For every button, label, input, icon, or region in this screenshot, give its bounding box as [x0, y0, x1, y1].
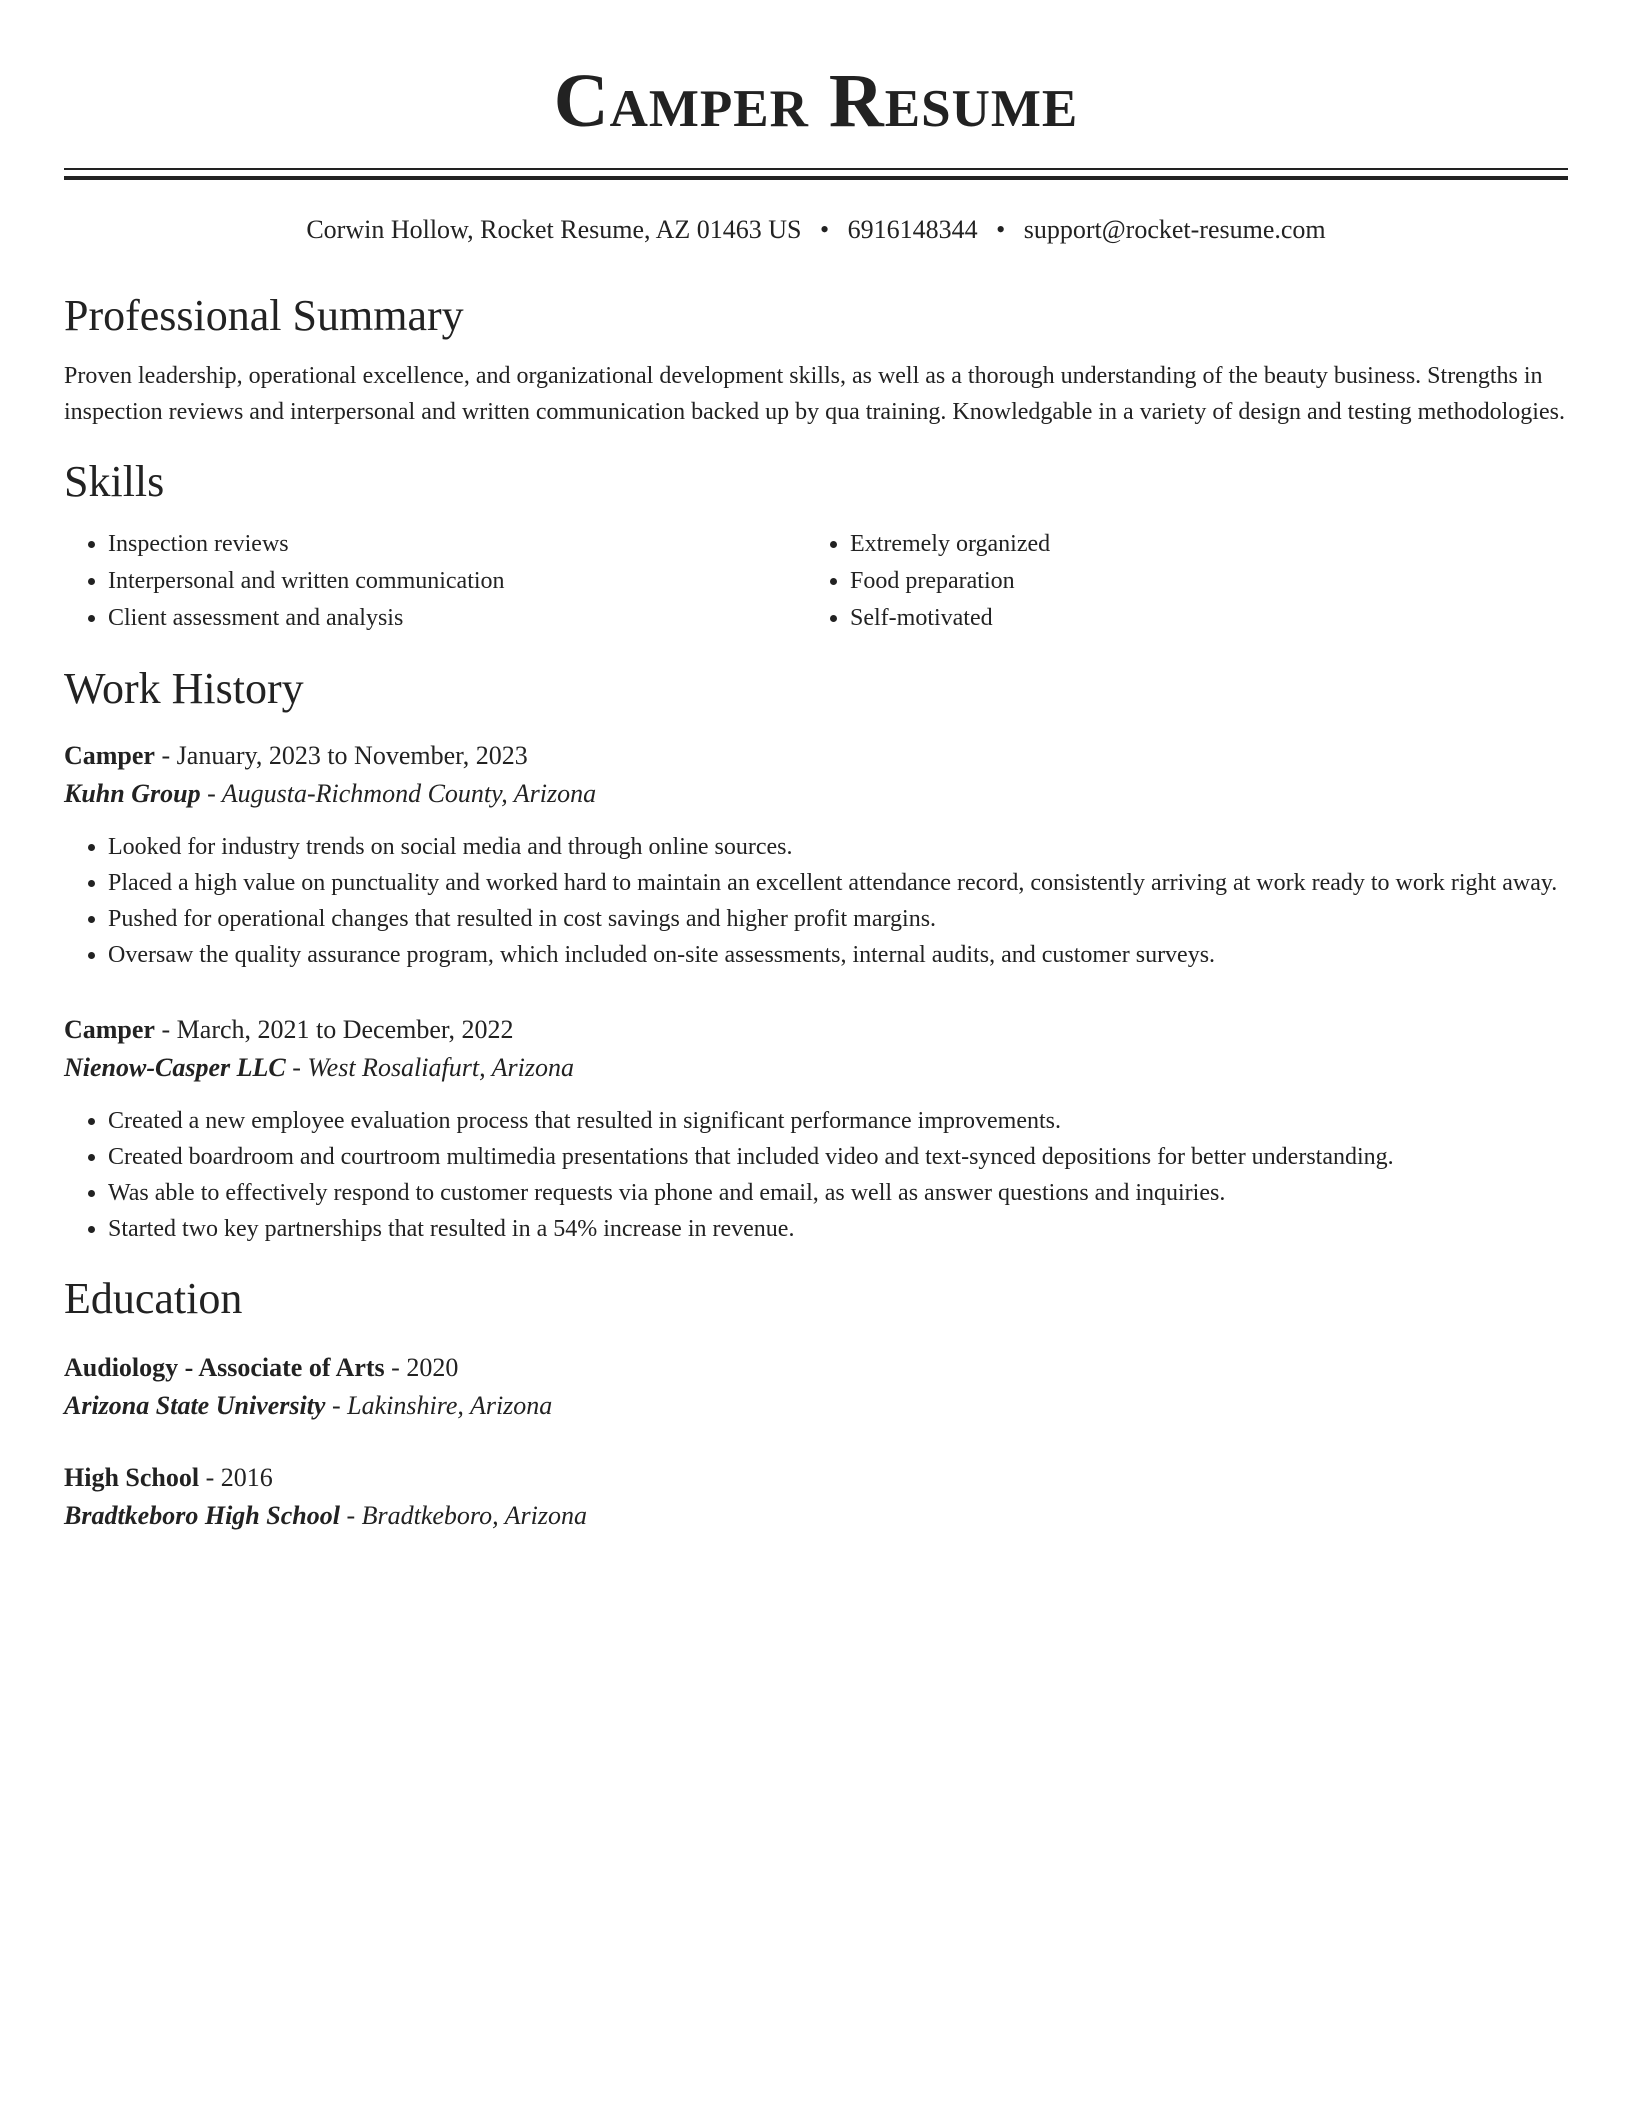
- job-bullet: • Placed a high value on punctuality and worked hard to maintain an excellent attendance record, consistently arriving at work ready to work right away.: [108, 865, 1568, 901]
- education-school: Bradtkeboro High School: [64, 1501, 340, 1530]
- work-history-heading: Work History: [64, 664, 304, 713]
- skill-item: • Self-motivated: [850, 600, 1548, 637]
- job-company: Kuhn Group: [64, 779, 201, 808]
- education-year: 2020: [406, 1353, 459, 1382]
- job-entry: [64, 737, 1568, 973]
- contact-email: support@rocket-resume.com: [1023, 215, 1326, 244]
- title-divider-thick: [64, 176, 1568, 180]
- skills-list-right: [806, 526, 1548, 637]
- skills-section: [64, 454, 1568, 637]
- skill-item: • Interpersonal and written communication: [108, 563, 806, 600]
- job-bullets: [64, 1103, 1568, 1247]
- education-entry: [64, 1349, 1568, 1425]
- summary-heading: Professional Summary: [64, 291, 464, 340]
- job-company-line: [64, 775, 1568, 813]
- education-school-line: [64, 1387, 1568, 1425]
- job-bullet: • Looked for industry trends on social media and through online sources.: [108, 829, 1568, 865]
- education-dash: -: [199, 1463, 221, 1492]
- job-bullet: • Oversaw the quality assurance program, which included on-site assessments, internal audits, and customer surveys.: [108, 937, 1568, 973]
- job-bullet: • Created boardroom and courtroom multimedia presentations that included video and text-synced depositions for better understanding.: [108, 1139, 1568, 1175]
- skill-item: • Inspection reviews: [108, 526, 806, 563]
- job-bullets: [64, 829, 1568, 973]
- summary-section: [64, 288, 1568, 430]
- job-location: West Rosaliafurt, Arizona: [307, 1053, 574, 1082]
- job-dates: March, 2021 to December, 2022: [176, 1015, 514, 1044]
- education-location: Lakinshire, Arizona: [347, 1391, 553, 1420]
- skill-item: • Extremely organized: [850, 526, 1548, 563]
- job-bullet: • Pushed for operational changes that resulted in cost savings and higher profit margins.: [108, 901, 1568, 937]
- job-bullet: • Was able to effectively respond to customer requests via phone and email, as well as answer questions and inquiries.: [108, 1175, 1568, 1211]
- job-dash: -: [154, 1015, 177, 1044]
- education-year: 2016: [220, 1463, 273, 1492]
- education-dash: -: [339, 1501, 362, 1530]
- education-entry: [64, 1459, 1568, 1535]
- education-dash: -: [325, 1391, 348, 1420]
- job-company-line: [64, 1049, 1568, 1087]
- skills-list-left: [64, 526, 806, 637]
- job-role-line: [64, 737, 1568, 775]
- contact-separator: •: [820, 215, 830, 244]
- job-company: Nienow-Casper LLC: [64, 1053, 286, 1082]
- job-role-line: [64, 1011, 1568, 1049]
- job-title: Camper: [64, 1015, 155, 1044]
- job-dash: -: [154, 741, 177, 770]
- contact-separator: •: [996, 215, 1006, 244]
- skills-heading: Skills: [64, 457, 165, 506]
- job-dates: January, 2023 to November, 2023: [176, 741, 528, 770]
- job-dash: -: [285, 1053, 308, 1082]
- education-degree: High School: [64, 1463, 200, 1492]
- work-history-section: [64, 661, 1568, 1247]
- resume-title: Camper Resume: [553, 59, 1079, 143]
- education-location: Bradtkeboro, Arizona: [361, 1501, 587, 1530]
- contact-address: Corwin Hollow, Rocket Resume, AZ 01463 US: [306, 215, 802, 244]
- job-bullet: • Started two key partnerships that resulted in a 54% increase in revenue.: [108, 1211, 1568, 1247]
- education-dash: -: [384, 1353, 407, 1382]
- education-degree-line: [64, 1349, 1568, 1387]
- summary-text: Proven leadership, operational excellence, and organizational development skills, as well as a thorough understanding of the beauty business. Strengths in inspection reviews and interpersonal and written communication backed up by qua training. Knowledgable in a variety of design and testing methodologies.: [64, 363, 1565, 425]
- contact-phone: 6916148344: [847, 215, 978, 244]
- education-school: Arizona State University: [64, 1391, 326, 1420]
- contact-line: [64, 212, 1568, 248]
- education-section: [64, 1271, 1568, 1535]
- job-entry: [64, 1011, 1568, 1247]
- job-bullet: • Created a new employee evaluation process that resulted in significant performance improvements.: [108, 1103, 1568, 1139]
- education-degree: Audiology - Associate of Arts: [64, 1353, 385, 1382]
- title-divider-thin: [64, 168, 1568, 170]
- job-title: Camper: [64, 741, 155, 770]
- education-degree-line: [64, 1459, 1568, 1497]
- job-location: Augusta-Richmond County, Arizona: [221, 779, 597, 808]
- skill-item: • Client assessment and analysis: [108, 600, 806, 637]
- skills-columns: [64, 526, 1568, 637]
- education-heading: Education: [64, 1274, 243, 1323]
- education-school-line: [64, 1497, 1568, 1535]
- skill-item: • Food preparation: [850, 563, 1548, 600]
- job-dash: -: [200, 779, 222, 808]
